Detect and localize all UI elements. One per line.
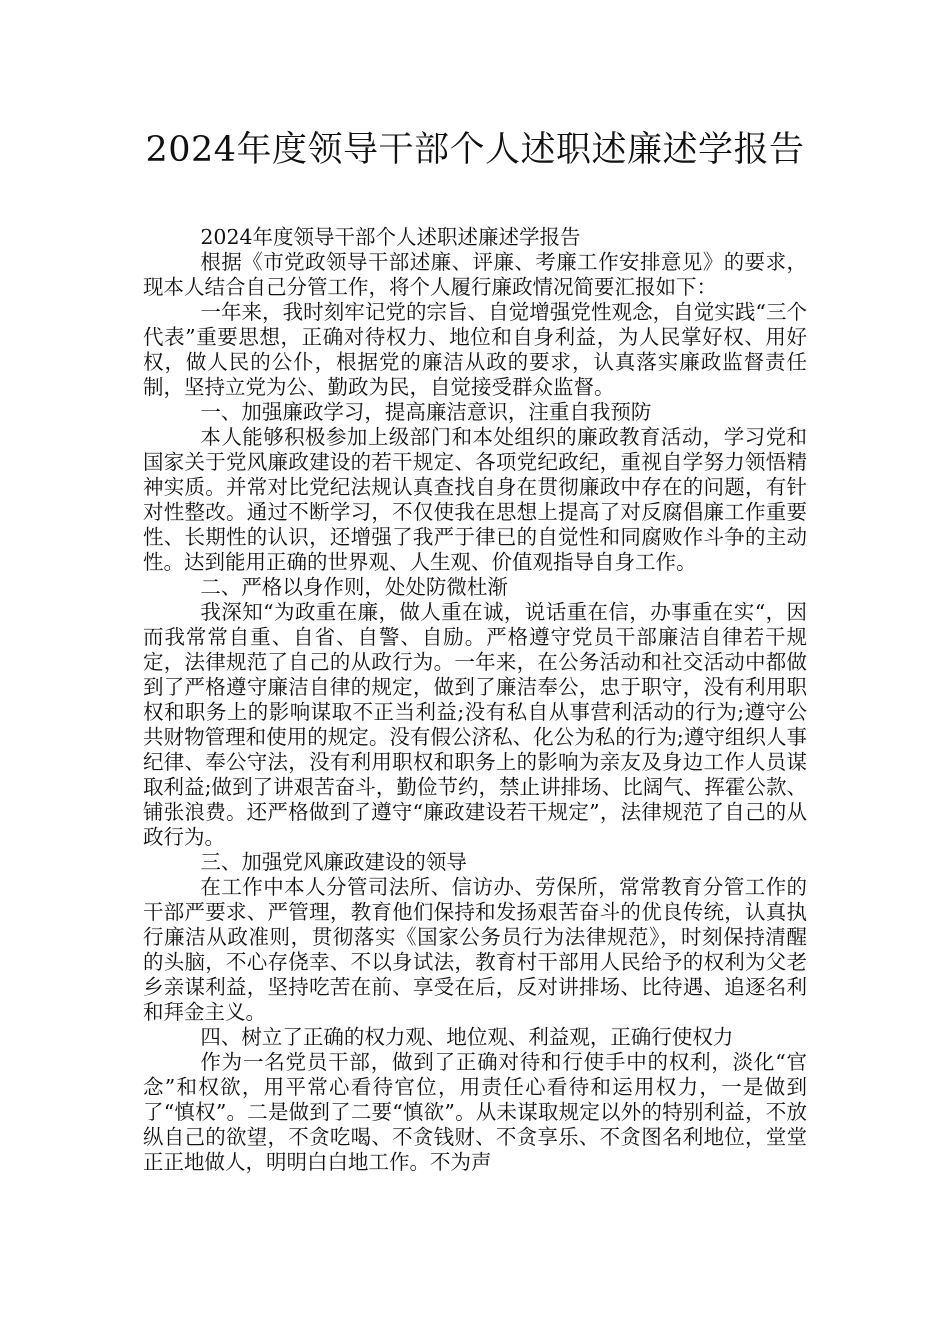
document-body <box>143 225 807 1175</box>
paragraph-intro: 根据《市党政领导干部述廉、评廉、考廉工作安排意见》的要求，现本人结合自己分管工作，将个人履行廉政情况简要汇报如下： <box>143 250 807 299</box>
paragraph-section-1: 本人能够积极参加上级部门和本处组织的廉政教育活动，学习党和国家关于党风廉政建设的若干规定、各项党纪政纪，重视自学努力领悟精神实质。并常对比党纪法规认真查找自身在贯彻廉政中存在的问题，有针对性整改。通过不断学习，不仅使我在思想上提高了对反腐倡廉工作重要性、长期性的认识，还增强了我严于律已的自觉性和同腐败作斗争的主动性。达到能用正确的世界观、人生观、价值观指导自身工作。 <box>143 425 807 574</box>
section-heading-2: 二、严格以身作则，处处防微杜渐 <box>200 575 508 599</box>
paragraph-section-2: 我深知“为政重在廉，做人重在诚，说话重在信，办事重在实“，因而我常常自重、自省、自警、自励。严格遵守党员干部廉洁自律若干规定，法律规范了自己的从政行为。一年来，在公务活动和社交活动中都做到了严格遵守廉洁自律的规定，做到了廉洁奉公，忠于职守，没有利用职权和职务上的影响谋取不正当利益;没有私自从事营利活动的行为;遵守公共财物管理和使用的规定。没有假公济私、化公为私的行为;遵守组织人事纪律、奉公守法，没有利用职权和职务上的影响为亲友及身边工作人员谋取利益;做到了讲艰苦奋斗，勤俭节约，禁止讲排场、比阔气、挥霍公款、铺张浪费。还严格做到了遵守“廉政建设若干规定”，法律规范了自己的从政行为。 <box>143 600 807 849</box>
document-title: 2024年度领导干部个人述职述廉述学报告 <box>145 130 805 170</box>
section-heading-4: 四、树立了正确的权力观、地位观、利益观，正确行使权力 <box>200 1025 734 1049</box>
paragraph-overview: 一年来，我时刻牢记党的宗旨、自觉增强党性观念，自觉实践“三个代表”重要思想，正确对待权力、地位和自身利益，为人民掌好权、用好权，做人民的公仆，根据党的廉洁从政的要求，认真落实廉政监督责任制，坚持立党为公、勤政为民，自觉接受群众监督。 <box>143 300 807 399</box>
paragraph-section-3: 在工作中本人分管司法所、信访办、劳保所，常常教育分管工作的干部严要求、严管理，教育他们保持和发扬艰苦奋斗的优良传统，认真执行廉洁从政准则，贯彻落实《国家公务员行为法律规范》，时刻保持清醒的头脑，不心存侥幸、不以身试法，教育村干部用人民给予的权利为父老乡亲谋利益，坚持吃苦在前、享受在后，反对讲排场、比待遇、追逐名利和拜金主义。 <box>143 875 807 1024</box>
section-heading-1: 一、加强廉政学习，提高廉洁意识，注重自我预防 <box>200 400 652 424</box>
paragraph-section-4: 作为一名党员干部，做到了正确对待和行使手中的权利，淡化“官念”和权欲，用平常心看待官位，用责任心看待和运用权力，一是做到了“慎权”。二是做到了二要“慎欲”。从未谋取规定以外的特别利益，不放纵自己的欲望，不贪吃喝、不贪钱财、不贪享乐、不贪图名利地位，堂堂正正地做人，明明白白地工作。不为声 <box>143 1050 807 1174</box>
section-heading-3: 三、加强党风廉政建设的领导 <box>200 850 467 874</box>
paragraph-subtitle: 2024年度领导干部个人述职述廉述学报告 <box>200 225 581 249</box>
